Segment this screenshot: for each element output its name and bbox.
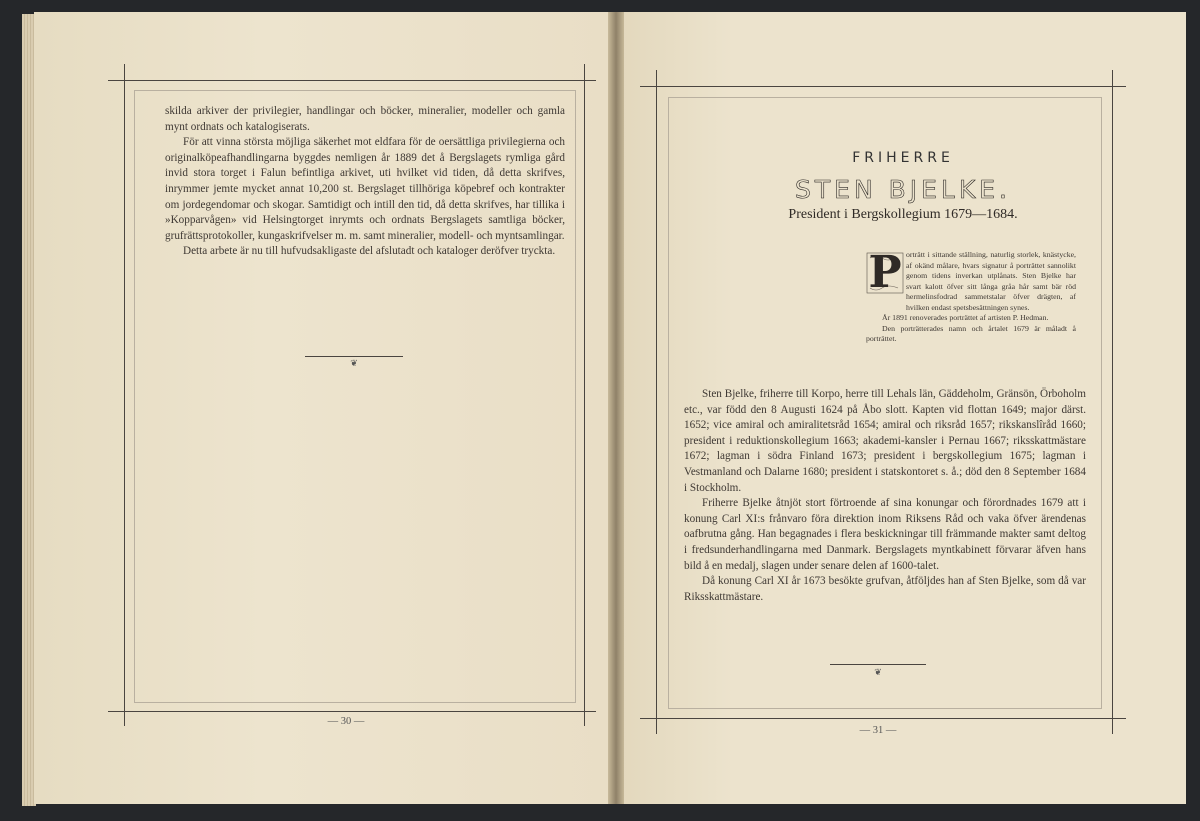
left-page-number: — 30 — [327,716,365,727]
right-frame-top [640,86,1126,87]
portrait-desc-3: Den porträtterades namn och årtalet 1679 är måladt å porträttet. [866,323,1076,343]
right-frame-left [656,70,657,734]
right-ornament-rule [830,664,926,665]
right-ornament: ❦ [874,667,882,677]
right-body-text [684,387,1086,605]
portrait-desc-2: År 1891 renoverades porträttet af artisten P. Hedman. [882,313,1049,322]
right-paragraph-1: Sten Bjelke, friherre till Korpo, herre till Lehals län, Gäddeholm, Gränsön, Örboholm etc., var född den 8 Augusti 1624 på Åbo slott. Kapten vid flottan 1649; major därst. 1652; vice amiral och amiralitetsråd 1654; amiral och riksråd 1657; rikskanslîråd 1660; president i reduktionskollegium 1663; akademi-kansler i Pernau 1667; riksskattmästare 1672; lagman i södra Finland 1673; president i bergskollegium 1675; lagman i Vestmanland och Dalarne 1680; president i statskontoret s. å.; död den 8 September 1684 i Stockholm. [684,388,1086,494]
dropcap-p: P [866,252,904,294]
left-frame-right [584,64,585,726]
portrait-desc-1: orträtt i sittande ställning, naturlig storlek, knästycke, af okänd målare, hvars signatur å porträttet sannolikt genom tidens inverkan utplånats. Sten Bjelke har svart kalott öfver sitt långa gråa hår samt bär röd hermelinsfodrad sammetstalar öfver drägten, af hvilken endast spetsbesättningen synes. [906,250,1076,312]
left-ornament: ❦ [350,358,358,368]
right-frame-bottom [640,718,1126,719]
right-paragraph-2: Friherre Bjelke åtnjöt stort förtroende af sina konungar och förordnades 1679 att i konung Carl XI:s frånvaro föra direktion inom Riksens Råd och vaka öfver ärendenas oafbrutna gång. Han begagnades i flera beskickningar till främmande makter samt deltog i fredsunderhandlingarna med Danmark. Bergslagets myntkabinett förvarar äfven hans bild å en medalj, slagen under senare delen af 1600-talet. [684,497,1086,572]
left-paragraph-3: Detta arbete är nu till hufvudsakligaste del afslutadt och kataloger deröfver tryckta. [183,245,556,258]
portrait-description [866,250,1076,345]
right-paragraph-3: Då konung Carl XI år 1673 besökte grufvan, åtföljdes han af Sten Bjelke, som då var Riksskattmästare. [684,575,1086,603]
left-frame-top [108,80,596,81]
right-page-number: — 31 — [859,725,897,736]
title-friherre: FRIHERRE [852,150,954,166]
title-sten-bjelke: STEN BJELKE. [795,175,1011,204]
left-paragraph-2: För att vinna största möjliga säkerhet mot eldfara för de oersättliga privilegierna och originalköpeafhandlingarna byggdes nemligen år 1889 det å Bergslagets rymliga gård invid stora torget i Falun befintliga arkivet, uti hvilket vid tiden, då detta skrifves, inrymmer jemte mycket annat 10,200 st. Bergslaget tillhöriga köpebref och kontrakter om jordegendomar och skogar. Samtidigt och intill den tid, då detta skrifves, har tillika i »Kopparvågen» vid Helsingtorget inrymts och ordnats Bergslagets samtliga böcker, grufrättsprotokoller, kungaskrifvelser m. m. samt mineralier, modell- och myntsamlingar. [165,136,565,242]
subtitle-president: President i Bergskollegium 1679—1684. [788,207,1018,222]
left-frame-left [124,64,125,726]
left-paragraph-1: skilda arkiver der privilegier, handlingar och böcker, mineralier, modeller och gamla mynt ordnats och katalogiserats. [165,105,565,133]
left-ornament-rule [305,356,403,357]
left-body-text [165,104,565,260]
right-frame-right [1112,70,1113,734]
left-frame-bottom [108,711,596,712]
book-gutter [608,12,624,804]
